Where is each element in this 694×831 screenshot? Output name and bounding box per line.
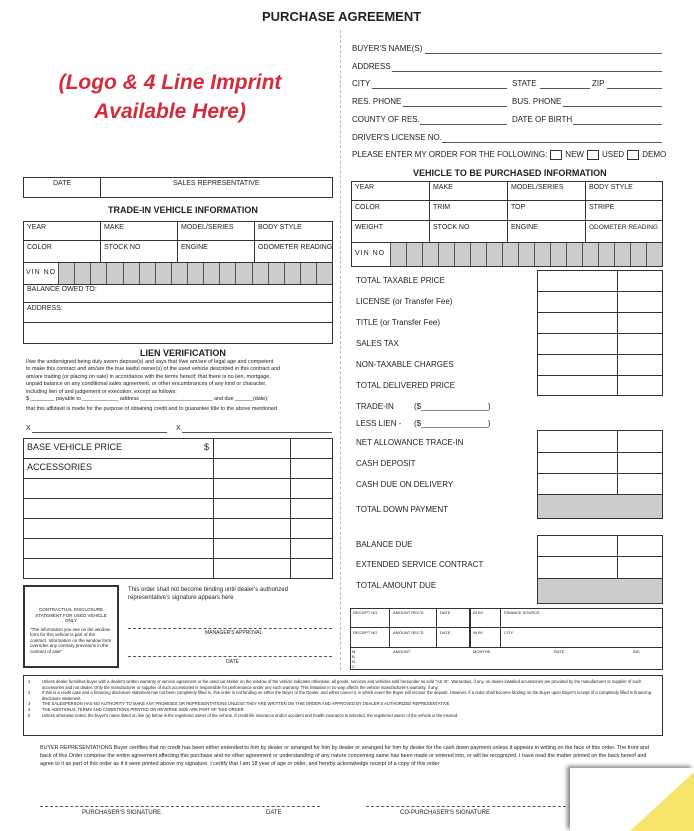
receipt-table [350, 608, 663, 670]
title-fee-label: TITLE (or Transfer Fee) [356, 318, 441, 327]
term-5: 5 Unless otherwise noted, the buyer's name listed on line (a) below is the registered owner of the vehicle. If credit life insurance and/or accident and health insurance is selected, the registered owner of the vehicle is the insured. [28, 713, 459, 719]
base-price-label: BASE VEHICLE PRICE [27, 442, 123, 452]
lien-signature-2[interactable] [182, 432, 332, 433]
model-label: MODEL/SERIES [511, 184, 564, 191]
new-label: NEW [565, 150, 584, 160]
total-amount-due-label: TOTAL AMOUNT DUE [356, 581, 437, 590]
co-purchaser-signature-line[interactable] [366, 806, 576, 807]
divider [340, 30, 341, 670]
non-taxable-label: NON-TAXABLE CHARGES [356, 360, 454, 369]
trade-make-label: MAKE [104, 224, 124, 231]
finance-amount-label: AMOUNT [393, 649, 411, 654]
used-label: USED [601, 150, 625, 160]
make-label: MAKE [433, 184, 453, 191]
date-label: DATE [53, 180, 72, 187]
signature-date-label: DATE [266, 810, 282, 816]
receipt-no-label-2: RECEIPT NO [353, 630, 378, 635]
co-purchaser-signature-label: CO-PURCHASER'S SIGNATURE [400, 810, 491, 816]
city-label: CITY [352, 79, 371, 88]
yellow-copy-corner [620, 772, 694, 831]
odometer-label: ODOMETER READING [589, 224, 658, 231]
approval-date-line[interactable] [128, 656, 332, 657]
stripe-label: STRIPE [589, 204, 615, 211]
total-down-label: TOTAL DOWN PAYMENT [356, 505, 449, 514]
approval-date-label: DATE [226, 659, 239, 665]
state-field[interactable] [540, 88, 590, 89]
accessories-label: ACCESSORIES [27, 462, 93, 472]
total-amount-shaded [538, 579, 662, 603]
disclosure-box [23, 585, 119, 668]
buyer-name-field[interactable] [425, 53, 662, 54]
receipt-date-label: DATE [440, 610, 451, 615]
lien-address-label: ADDRESS: [27, 305, 63, 312]
less-lien-label: LESS LIEN - [356, 419, 402, 428]
cash-deposit-label: CASH DEPOSIT [356, 459, 416, 468]
order-for-label: PLEASE ENTER MY ORDER FOR THE FOLLOWING: [352, 150, 548, 160]
in-by-label: IN BY [473, 610, 484, 615]
sales-rep-label: SALES REPRESENTATIVE [173, 180, 260, 187]
term-1: 1 Unless dealer furnishes buyer with a dealer's written warranty or service agreement or the used car sticker on the window of the vehicle indicates otherwise, all goods, services and vehicles sold hereunder as sold "AS IS". Warranties, if any, on dealer-installed accessories are provided by the manufacturer or supplier of such accessories and not dealer. Only the manufacturer or supplier of such accessories is responsible for performance under any such warranty. This limitation in no way affects the vehicle manufacturer's warranty, if any. [28, 679, 642, 690]
logo-imprint-placeholder: (Logo & 4 Line Imprint Available Here) [58, 71, 282, 123]
demo-label: DEMO [642, 150, 667, 160]
sales-tax-label: SALES TAX [356, 339, 399, 348]
license-fee-label: LICENSE (or Transfer Fee) [356, 297, 453, 306]
dob-label: DATE OF BIRTH [512, 115, 573, 124]
dollar-sign: $ [204, 442, 210, 452]
trade-model-label: MODEL/SERIES [181, 224, 234, 231]
trade-vin-label: VIN NO [26, 269, 57, 276]
state-label: STATE [512, 79, 537, 88]
disclosure-text: "The information you see on the window form for this vehicle is part of the contract. Information on the window form overrides any contrary provisions in the contract of sale" [30, 626, 112, 654]
address-label: ADDRESS [352, 62, 391, 71]
dob-field[interactable] [573, 124, 662, 125]
amount-recd-label-2: AMOUNT REC'D [393, 630, 424, 635]
stock-label: STOCK NO [433, 224, 470, 231]
amount-recd-label: AMOUNT REC'D [393, 610, 424, 615]
license-field[interactable] [442, 142, 662, 143]
engine-label: ENGINE [511, 224, 538, 231]
term-3: 3 THE SALESPERSON HAS NO AUTHORITY TO MAKE ANY PROMISES OR REPRESENTATIONS UNLESS THEY ARE WRITTEN ON THIS ORDER AND APPROVED BY DEALER'S AUTHORIZED REPRESENTATIVE [28, 701, 450, 707]
city-label-2: CITY [504, 630, 514, 635]
sign-x-2: X [176, 425, 181, 432]
address-field[interactable] [392, 71, 662, 72]
sign-x-1: X [26, 425, 31, 432]
top-label: TOP [511, 204, 526, 211]
total-taxable-label: TOTAL TAXABLE PRICE [356, 276, 445, 285]
trade-in-label: TRADE-IN [356, 402, 394, 411]
demo-checkbox[interactable] [627, 150, 639, 160]
purchaser-signature-line[interactable] [40, 806, 320, 807]
zip-label: ZIP [592, 79, 605, 88]
vin-label: VIN NO [355, 250, 386, 257]
balance-owed-label: BALANCE OWED TO: [27, 286, 97, 293]
year-label: YEAR [355, 184, 375, 191]
less-lien-amount[interactable]: ($_______________) [414, 419, 491, 428]
trim-label: TRIM [433, 204, 451, 211]
lien-title: LIEN VERIFICATION [140, 348, 226, 358]
rate-label: RATE [554, 649, 565, 654]
weight-label: WEIGHT [355, 224, 383, 231]
receipt-no-label: RECEIPT NO [353, 610, 378, 615]
res-phone-field[interactable] [403, 106, 507, 107]
buyer-name-label: BUYER'S NAME(S) [352, 44, 423, 53]
res-phone-label: RES. PHONE [352, 97, 402, 106]
trade-in-title: TRADE-IN VEHICLE INFORMATION [108, 205, 258, 215]
trade-year-label: YEAR [27, 224, 47, 231]
form-title: PURCHASE AGREEMENT [262, 9, 422, 24]
order-for [352, 150, 666, 160]
total-down-shaded [538, 495, 662, 518]
license-label: DRIVER'S LICENSE NO. [352, 133, 442, 142]
used-checkbox[interactable] [587, 150, 599, 160]
zip-field[interactable] [607, 88, 662, 89]
county-field[interactable] [420, 124, 507, 125]
lien-text: I/we the undersigned being duly sworn depose(s) and says that I/we am/are of legal age and competent to make this contract and am/are the true lawful owner(s) of the used vehicle described in this contract and am/are trading (or placing on sale) in accordance with the terms hereof; that there is no lien, mortgage, unpaid balance on any conditional sales agreement, or other encumbrances of any kind or character, including lien of and judgement or execution, except as follows: $ ________ payable to ____________ address ________________________ and due ______(date); that this affidavit is made for the purpose of obtaining credit and to guarantee title to the above mentioned [26, 359, 281, 413]
trade-stock-label: STOCK NO [104, 244, 141, 251]
finance-source-label: FINANCE SOURCE [504, 610, 540, 615]
receipt-side-letters: M B N C [352, 649, 356, 669]
lien-signature-1[interactable] [32, 432, 167, 433]
buyer-representations: BUYER REPRESENTATIONS Buyer certifies that no credit has been either extended to him by dealer or arranged for him by dealer or arranged for him by dealer for the cash down payment unless it appears in writing on the face of this order. The front and back of this Order comprise the entire agreement affecting this purchase and no other agreement or understanding of any nature concerning same has been made or entered into, or will be recognized. I have read the matter printed on the back hereof and agree to it as part of this order as if it were printed above my signature. I certify that I am 18 year of age or older, and hereby acknowledge receipt of a copy of this order [40, 745, 649, 767]
trade-body-label: BODY STYLE [258, 224, 302, 231]
months-label: MONTHS [473, 649, 491, 654]
vin-boxes[interactable] [390, 243, 662, 266]
trade-odometer-label: ODOMETER READING [258, 244, 333, 251]
purchaser-signature-label: PURCHASER'S SIGNATURE [82, 810, 162, 816]
in-by-label-2: IN BY [473, 630, 484, 635]
term-2: 2 If this is a credit case and a financing disclosure statement has not been completely filled in, this order is not binding on either the Buyer or the Dealer, and either cancel it, in which event the Buyer will recover the deposit. However, if a order shall become binding on the Buyer upon Buyer's receipt of a completely filled in financing disclosure statement. [28, 690, 652, 701]
term-4: 4 THE ADDITIONAL TERMS AND CONDITIONS PRINTED ON REVERSE SIDE ARE PART OF THIS ORDER [28, 707, 244, 713]
new-checkbox[interactable] [550, 150, 562, 160]
manager-approval-line[interactable] [128, 628, 332, 629]
terms-box [23, 675, 663, 736]
total-delivered-label: TOTAL DELIVERED PRICE [356, 381, 455, 390]
binding-note: This order shall not become binding until dealer's authorized representative's signature appears here [128, 587, 288, 601]
cash-due-label: CASH DUE ON DELIVERY [356, 480, 454, 489]
trade-engine-label: ENGINE [181, 244, 208, 251]
county-label: COUNTY OF RES. [352, 115, 420, 124]
purchase-vehicle-title: VEHICLE TO BE PURCHASED INFORMATION [413, 168, 607, 178]
manager-approval-label: MANAGER'S APPROVAL [205, 630, 263, 636]
disclosure-title: CONTRACTUAL DISCLOSURE STATEMENT FOR USED VEHICLE ONLY [35, 607, 107, 623]
trade-vin-boxes[interactable] [58, 263, 332, 284]
net-allowance-label: NET ALLOWANCE TRACE-IN [356, 438, 464, 447]
trade-color-label: COLOR [27, 244, 52, 251]
trade-in-amount[interactable]: ($_______________) [414, 402, 491, 411]
receipt-date-label-2: DATE [440, 630, 451, 635]
bus-phone-field[interactable] [563, 106, 662, 107]
color-label: COLOR [355, 204, 380, 211]
ins-label: INS [633, 649, 640, 654]
ext-service-label: EXTENDED SERVICE CONTRACT [356, 560, 484, 569]
balance-due-label: BALANCE DUE [356, 540, 413, 549]
city-field[interactable] [372, 88, 507, 89]
body-label: BODY STYLE [589, 184, 633, 191]
bus-phone-label: BUS. PHONE [512, 97, 562, 106]
